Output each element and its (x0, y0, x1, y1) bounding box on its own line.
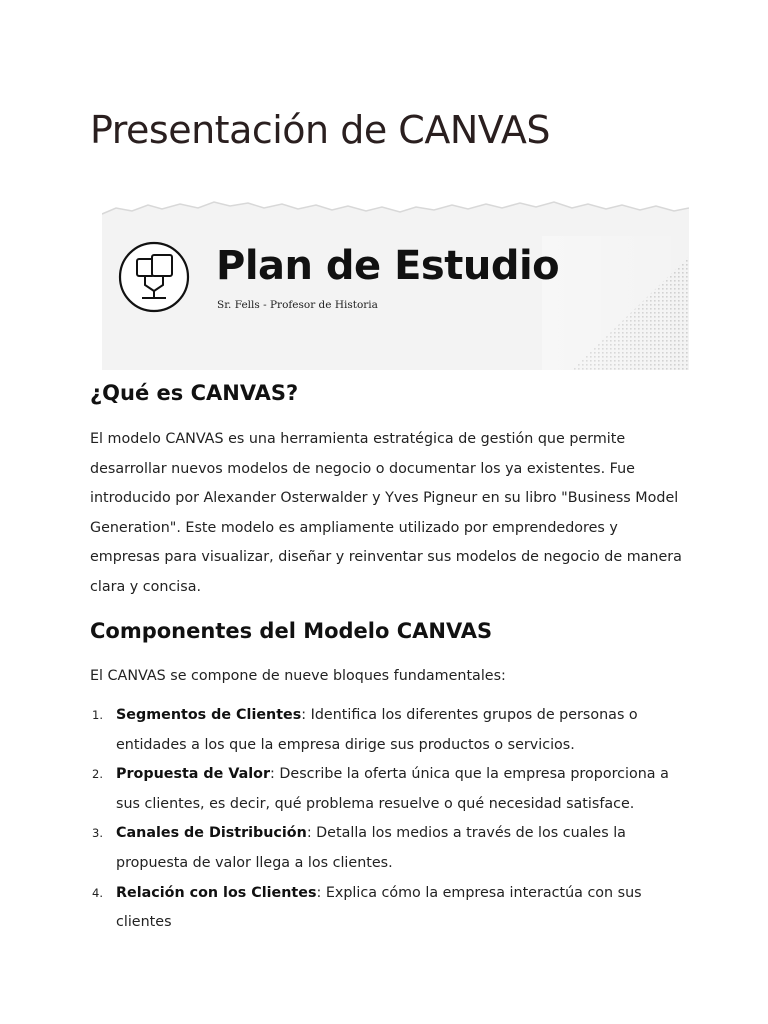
section-heading-componentes: Componentes del Modelo CANVAS (90, 619, 493, 643)
list-item (90, 819, 690, 878)
list-number: 2. (92, 767, 103, 782)
banner-title: Plan de Estudio (216, 243, 560, 289)
banner-subtitle: Sr. Fells - Profesor de Historia (217, 299, 378, 311)
list-description: : Detalla los medios a través de los cuales la propuesta de valor llega a los clientes. (116, 825, 626, 871)
section-heading-que-es-canvas: ¿Qué es CANVAS? (90, 381, 299, 405)
list-term: Canales de Distribución (116, 825, 307, 842)
monitor-tree-icon (118, 241, 190, 313)
list-item (90, 760, 690, 819)
list-number: 1. (92, 708, 103, 722)
list-description: : Describe la oferta única que la empresa proporciona a sus clientes, es decir, qué problema resuelve o qué necesidad satisface. (116, 766, 669, 812)
header-banner (102, 196, 689, 370)
list-number: 3. (92, 826, 103, 841)
list-item (90, 879, 690, 938)
components-intro: El CANVAS se compone de nueve bloques fundamentales: (90, 668, 506, 684)
list-number: 4. (92, 885, 103, 900)
list-description: : Explica cómo la empresa interactúa con sus clientes (116, 884, 642, 931)
list-description: : Identifica los diferentes grupos de personas o entidades a los que la empresa dirige sus productos o servicios. (116, 707, 638, 753)
intro-paragraph: El modelo CANVAS es una herramienta estratégica de gestión que permite desarrollar nuevos modelos de negocio o documentar los ya existentes. Fue introducido por Alexander Osterwalder y Yves Pigneur en su libro "Business Model Generation". Este modelo es ampliamente utilizado por emprendedores y empresas para visualizar, diseñar y reinventar sus modelos de negocio de manera clara y concisa. (90, 431, 682, 595)
page-title: Presentación de CANVAS (90, 108, 550, 152)
list-term: Relación con los Clientes (116, 884, 317, 901)
components-list (90, 701, 690, 938)
list-term: Propuesta de Valor (116, 766, 271, 783)
list-item (90, 701, 690, 760)
list-term: Segmentos de Clientes (116, 707, 302, 723)
